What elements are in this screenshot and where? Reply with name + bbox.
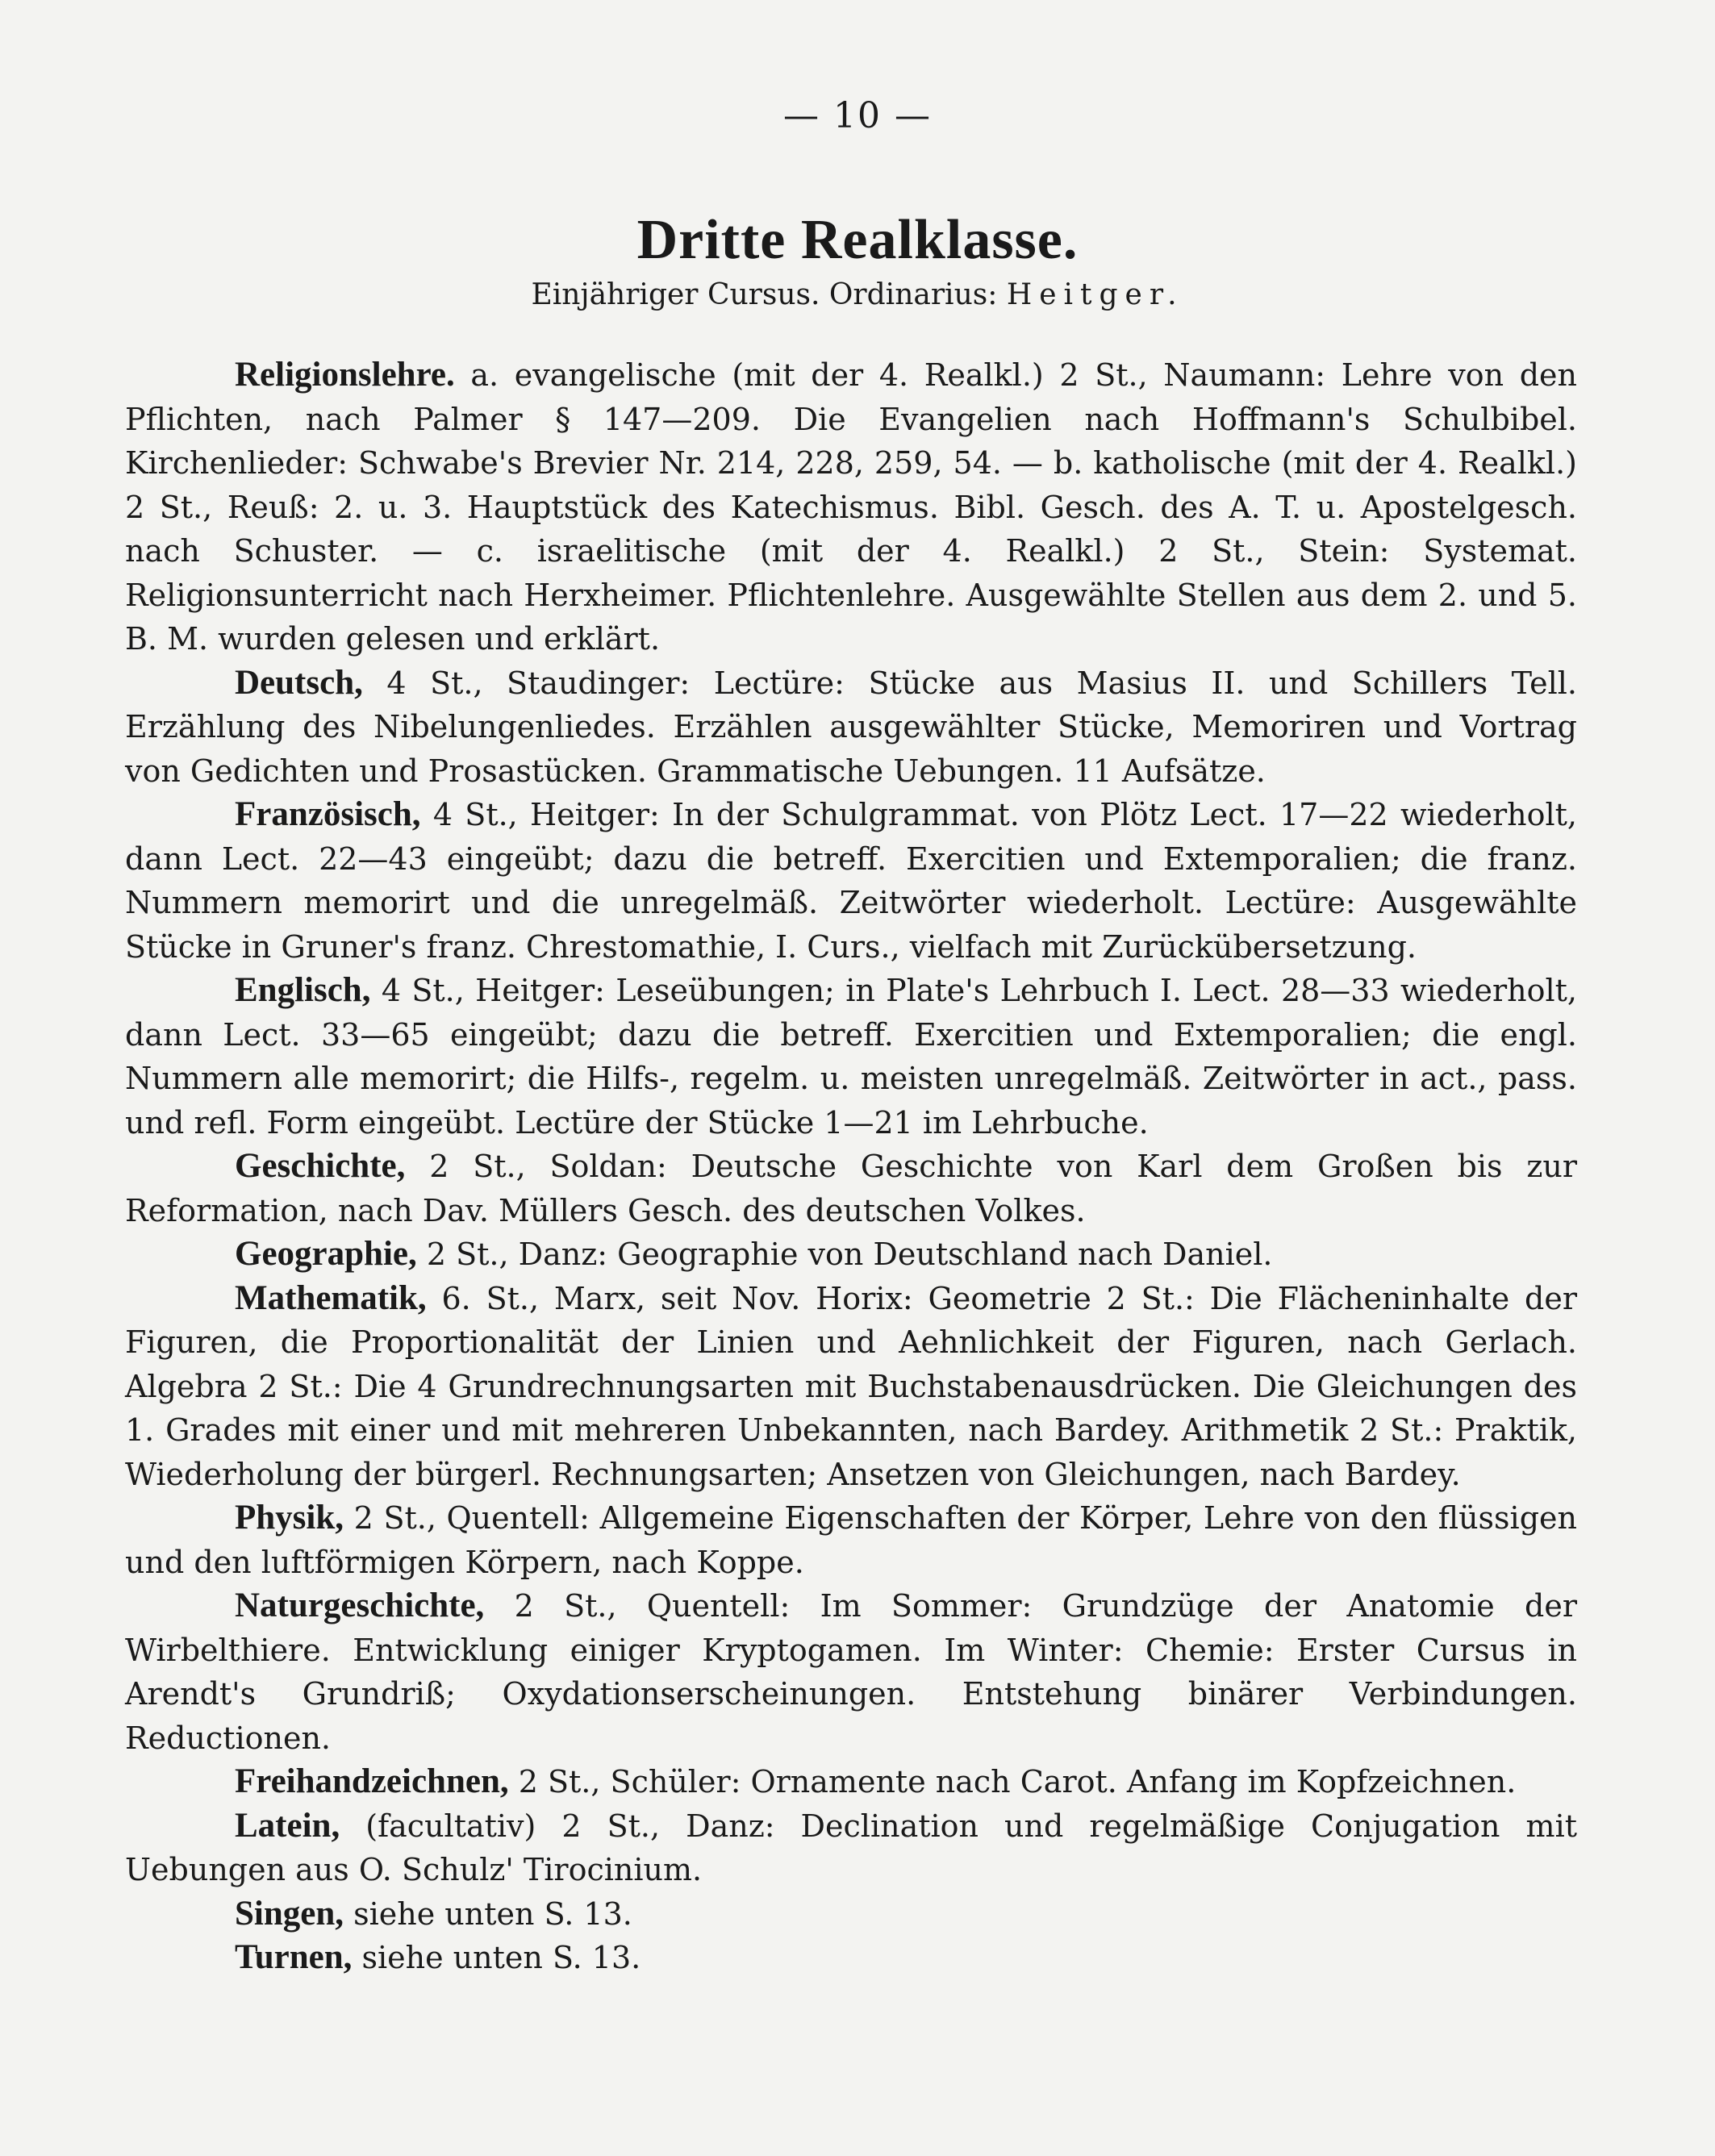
subject-text: siehe unten S. 13.	[353, 1895, 632, 1932]
subject-name: Französisch,	[235, 795, 421, 833]
subject-religionslehre	[125, 353, 1577, 661]
subject-name: Freihandzeichnen,	[235, 1762, 509, 1800]
subject-name: Singen,	[235, 1894, 344, 1933]
subtitle-teacher: Heitger.	[1006, 278, 1184, 311]
subject-latein	[125, 1804, 1577, 1892]
subject-text: 4 St., Heitger: In der Schulgrammat. von Plötz Lect. 17—22 wiederholt, dann Lect. 22—43 eingeübt; dazu die betreff. Exercitien und Extemporalien; die franz. Nummern memorirt und die unregelmäß. Zeitwörter wiederholt. Lectüre: Ausgewählte Stücke in Gruner's franz. Chrestomathie, I. Curs., vielfach mit Zurückübersetzung.	[125, 797, 1577, 965]
subject-text: 4 St., Staudinger: Lectüre: Stücke aus Masius II. und Schillers Tell. Erzählung des Nibelungenliedes. Erzählen ausgewählter Stücke, Memoriren und Vortrag von Gedichten und Prosastücken. Grammatische Uebungen. 11 Aufsätze.	[125, 665, 1577, 789]
subject-freihandzeichnen	[125, 1760, 1577, 1804]
subject-naturgeschichte	[125, 1584, 1577, 1760]
subject-mathematik	[125, 1277, 1577, 1497]
curriculum-body	[125, 353, 1577, 1980]
subject-name: Religionslehre.	[235, 356, 455, 394]
subject-franzoesisch	[125, 793, 1577, 969]
subject-deutsch	[125, 661, 1577, 794]
subject-name: Turnen,	[235, 1938, 353, 1976]
subject-geschichte	[125, 1145, 1577, 1232]
page-title: Dritte Realklasse.	[636, 209, 1079, 271]
subject-turnen	[125, 1936, 1577, 1980]
subject-text: (facultativ) 2 St., Danz: Declination und regelmäßige Conjugation mit Uebungen aus O. Schulz' Tirocinium.	[125, 1808, 1577, 1887]
subject-name: Geschichte,	[235, 1147, 406, 1185]
subject-text: siehe unten S. 13.	[361, 1940, 641, 1975]
subject-name: Physik,	[235, 1499, 344, 1537]
page-subtitle	[0, 278, 1715, 311]
subject-name: Mathematik,	[235, 1278, 427, 1317]
subtitle-prefix: Einjähriger Cursus. Ordinarius:	[531, 278, 998, 311]
page-number: — 10 —	[783, 95, 932, 136]
subject-text: 2 St., Danz: Geographie von Deutschland nach Daniel.	[426, 1236, 1273, 1272]
subject-text: 6. St., Marx, seit Nov. Horix: Geometrie 2 St.: Die Flächeninhalte der Figuren, die Proportionalität der Linien und Aehnlichkeit der Figuren, nach Gerlach. Algebra 2 St.: Die 4 Grundrechnungsarten mit Buchstabenausdrücken. Die Gleichungen des 1. Grades mit einer und mit mehreren Unbekannten, nach Bardey. Arithmetik 2 St.: Praktik, Wiederholung der bürgerl. Rechnungsarten; Ansetzen von Gleichungen, nach Bardey.	[125, 1280, 1577, 1492]
subject-name: Latein,	[235, 1806, 340, 1845]
subject-name: Naturgeschichte,	[235, 1587, 485, 1624]
subject-singen	[125, 1892, 1577, 1937]
subject-physik	[125, 1496, 1577, 1584]
subject-name: Geographie,	[235, 1235, 417, 1273]
subject-geographie	[125, 1232, 1577, 1277]
subject-englisch	[125, 969, 1577, 1145]
subject-name: Englisch,	[235, 971, 371, 1009]
subject-text: 2 St., Schüler: Ornamente nach Carot. Anfang im Kopfzeichnen.	[518, 1764, 1517, 1799]
subject-text: 4 St., Heitger: Leseübungen; in Plate's Lehrbuch I. Lect. 28—33 wiederholt, dann Lect. 33—65 eingeübt; dazu die betreff. Exercitien und Extemporalien; die engl. Nummern alle memorirt; die Hilfs-, regelm. u. meisten unregelmäß. Zeitwörter in act., pass. und refl. Form eingeübt. Lectüre der Stücke 1—21 im Lehrbuche.	[125, 973, 1577, 1141]
subject-name: Deutsch,	[235, 663, 363, 702]
subject-text: 2 St., Soldan: Deutsche Geschichte von Karl dem Großen bis zur Reformation, nach Dav. Müllers Gesch. des deutschen Volkes.	[125, 1149, 1577, 1228]
subject-text: a. evangelische (mit der 4. Realkl.) 2 St., Naumann: Lehre von den Pflichten, nach Palmer § 147—209. Die Evangelien nach Hoffmann's Schulbibel. Kirchenlieder: Schwabe's Brevier Nr. 214, 228, 259, 54. — b. katholische (mit der 4. Realkl.) 2 St., Reuß: 2. u. 3. Hauptstück des Katechismus. Bibl. Gesch. des A. T. u. Apostelgesch. nach Schuster. — c. israelitische (mit der 4. Realkl.) 2 St., Stein: Systemat. Religionsunterricht nach Herxheimer. Pflichtenlehre. Ausgewählte Stellen aus dem 2. und 5. B. M. wurden gelesen und erklärt.	[125, 357, 1577, 657]
subject-text: 2 St., Quentell: Im Sommer: Grundzüge der Anatomie der Wirbelthiere. Entwicklung einiger Kryptogamen. Im Winter: Chemie: Erster Cursus in Arendt's Grundriß; Oxydationserscheinungen. Entstehung binärer Verbindungen. Reductionen.	[125, 1588, 1577, 1756]
subject-text: 2 St., Quentell: Allgemeine Eigenschaften der Körper, Lehre von den flüssigen und den luftförmigen Körpern, nach Koppe.	[125, 1500, 1577, 1580]
